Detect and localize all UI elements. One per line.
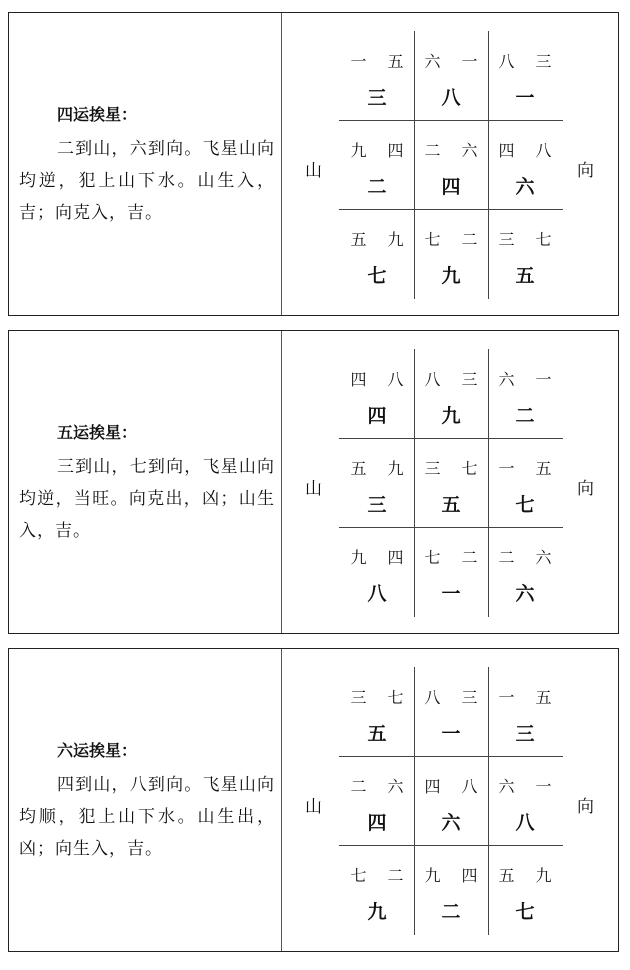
facing-star: 六 bbox=[461, 141, 478, 160]
mountain-star: 四 bbox=[424, 777, 441, 796]
facing-star: 七 bbox=[387, 688, 404, 707]
mountain-star: 二 bbox=[350, 777, 367, 796]
nine-palace-grid bbox=[339, 31, 563, 299]
cell-top-stars bbox=[488, 367, 562, 390]
mountain-star: 九 bbox=[350, 141, 367, 160]
cell-top-stars bbox=[488, 49, 562, 72]
facing-star: 七 bbox=[535, 230, 552, 249]
facing-star: 二 bbox=[461, 548, 478, 567]
cell-top-stars bbox=[488, 227, 562, 250]
period-star: 八 bbox=[515, 812, 535, 834]
palace-cell bbox=[488, 527, 562, 616]
panel-title: 六运挨星： bbox=[57, 741, 138, 760]
palace-cell bbox=[414, 527, 488, 616]
mountain-star: 六 bbox=[424, 52, 441, 71]
mountain-star: 八 bbox=[498, 52, 515, 71]
facing-star: 九 bbox=[387, 230, 404, 249]
facing-star: 二 bbox=[387, 866, 404, 885]
facing-star: 四 bbox=[387, 548, 404, 567]
period-star: 七 bbox=[367, 265, 387, 287]
facing-star: 四 bbox=[461, 866, 478, 885]
facing-star: 五 bbox=[535, 688, 552, 707]
mountain-star: 九 bbox=[424, 866, 441, 885]
palace-cell bbox=[414, 31, 488, 120]
facing-star: 八 bbox=[461, 777, 478, 796]
facing-star: 三 bbox=[535, 52, 552, 71]
palace-cell bbox=[340, 527, 414, 616]
facing-label: 向 bbox=[577, 797, 594, 817]
facing-star: 五 bbox=[387, 52, 404, 71]
facing-label: 向 bbox=[577, 479, 594, 499]
facing-star: 四 bbox=[387, 141, 404, 160]
palace-cell bbox=[340, 845, 414, 934]
star-chart-panel bbox=[8, 648, 619, 952]
cell-top-stars bbox=[340, 545, 414, 568]
mountain-star: 八 bbox=[424, 370, 441, 389]
palace-cell bbox=[488, 845, 562, 934]
palace-cell bbox=[414, 756, 488, 845]
mountain-star: 七 bbox=[424, 548, 441, 567]
period-star: 二 bbox=[441, 901, 461, 923]
mountain-star: 五 bbox=[350, 230, 367, 249]
cell-top-stars bbox=[488, 456, 562, 479]
panel-description: 二到山，六到向。飞星山向均逆，犯上山下水。山生入，吉；向克入，吉。 bbox=[19, 139, 275, 223]
panel-divider bbox=[281, 13, 282, 315]
mountain-star: 七 bbox=[424, 230, 441, 249]
cell-top-stars bbox=[414, 49, 488, 72]
mountain-star: 六 bbox=[498, 370, 515, 389]
period-star: 二 bbox=[515, 405, 535, 427]
period-star: 八 bbox=[367, 583, 387, 605]
period-star: 八 bbox=[441, 87, 461, 109]
facing-star: 六 bbox=[535, 548, 552, 567]
mountain-star: 一 bbox=[350, 52, 367, 71]
period-star: 四 bbox=[367, 405, 387, 427]
star-chart-panel bbox=[8, 330, 619, 634]
period-star: 五 bbox=[515, 265, 535, 287]
cell-top-stars bbox=[414, 685, 488, 708]
period-star: 九 bbox=[367, 901, 387, 923]
palace-cell bbox=[340, 120, 414, 209]
palace-cell bbox=[414, 667, 488, 756]
cell-top-stars bbox=[414, 367, 488, 390]
period-star: 二 bbox=[367, 176, 387, 198]
cell-top-stars bbox=[414, 227, 488, 250]
period-star: 一 bbox=[441, 723, 461, 745]
panel-description: 四到山，八到向。飞星山向均顺，犯上山下水。山生出，凶；向生入，吉。 bbox=[19, 775, 275, 859]
palace-cell bbox=[488, 31, 562, 120]
period-star: 三 bbox=[515, 723, 535, 745]
mountain-star: 三 bbox=[498, 230, 515, 249]
cell-top-stars bbox=[488, 545, 562, 568]
palace-cell bbox=[414, 845, 488, 934]
facing-star: 五 bbox=[535, 459, 552, 478]
facing-star: 六 bbox=[387, 777, 404, 796]
facing-star: 一 bbox=[461, 52, 478, 71]
cell-top-stars bbox=[488, 138, 562, 161]
mountain-star: 三 bbox=[350, 688, 367, 707]
palace-cell bbox=[488, 438, 562, 527]
period-star: 六 bbox=[441, 812, 461, 834]
cell-top-stars bbox=[414, 863, 488, 886]
cell-top-stars bbox=[414, 545, 488, 568]
mountain-star: 六 bbox=[498, 777, 515, 796]
mountain-star: 四 bbox=[350, 370, 367, 389]
palace-cell bbox=[340, 667, 414, 756]
mountain-star: 二 bbox=[498, 548, 515, 567]
panel-divider bbox=[281, 331, 282, 633]
cell-top-stars bbox=[340, 49, 414, 72]
period-star: 七 bbox=[515, 901, 535, 923]
facing-star: 七 bbox=[461, 459, 478, 478]
period-star: 一 bbox=[515, 87, 535, 109]
facing-star: 一 bbox=[535, 370, 552, 389]
cell-top-stars bbox=[414, 456, 488, 479]
period-star: 三 bbox=[367, 87, 387, 109]
palace-cell bbox=[414, 349, 488, 438]
palace-cell bbox=[414, 209, 488, 298]
facing-star: 三 bbox=[461, 688, 478, 707]
mountain-star: 八 bbox=[424, 688, 441, 707]
nine-palace-grid bbox=[339, 667, 563, 935]
period-star: 三 bbox=[367, 494, 387, 516]
nine-palace-grid bbox=[339, 349, 563, 617]
mountain-star: 五 bbox=[498, 866, 515, 885]
mountain-star: 一 bbox=[498, 459, 515, 478]
panel-divider bbox=[281, 649, 282, 951]
mountain-star: 三 bbox=[424, 459, 441, 478]
period-star: 六 bbox=[515, 583, 535, 605]
star-chart-panel bbox=[8, 12, 619, 316]
period-star: 五 bbox=[441, 494, 461, 516]
cell-top-stars bbox=[340, 456, 414, 479]
cell-top-stars bbox=[488, 774, 562, 797]
period-star: 九 bbox=[441, 405, 461, 427]
panel-title: 五运挨星： bbox=[57, 423, 138, 442]
description-block bbox=[19, 739, 275, 865]
mountain-star: 七 bbox=[350, 866, 367, 885]
facing-star: 三 bbox=[461, 370, 478, 389]
facing-star: 一 bbox=[535, 777, 552, 796]
palace-cell bbox=[488, 667, 562, 756]
cell-top-stars bbox=[340, 863, 414, 886]
cell-top-stars bbox=[340, 227, 414, 250]
palace-cell bbox=[340, 756, 414, 845]
palace-cell bbox=[488, 756, 562, 845]
cell-top-stars bbox=[340, 685, 414, 708]
palace-cell bbox=[340, 31, 414, 120]
facing-star: 九 bbox=[535, 866, 552, 885]
cell-top-stars bbox=[414, 774, 488, 797]
cell-top-stars bbox=[340, 774, 414, 797]
description-block bbox=[19, 421, 275, 547]
mountain-label: 山 bbox=[305, 161, 322, 181]
palace-cell bbox=[488, 209, 562, 298]
panel-title: 四运挨星： bbox=[57, 105, 138, 124]
mountain-label: 山 bbox=[305, 479, 322, 499]
facing-star: 九 bbox=[387, 459, 404, 478]
palace-cell bbox=[340, 349, 414, 438]
cell-top-stars bbox=[488, 685, 562, 708]
mountain-star: 四 bbox=[498, 141, 515, 160]
period-star: 一 bbox=[441, 583, 461, 605]
facing-star: 二 bbox=[461, 230, 478, 249]
period-star: 五 bbox=[367, 723, 387, 745]
cell-top-stars bbox=[488, 863, 562, 886]
facing-star: 八 bbox=[535, 141, 552, 160]
palace-cell bbox=[340, 438, 414, 527]
cell-top-stars bbox=[340, 367, 414, 390]
description-block bbox=[19, 103, 275, 229]
facing-label: 向 bbox=[577, 161, 594, 181]
mountain-star: 九 bbox=[350, 548, 367, 567]
period-star: 九 bbox=[441, 265, 461, 287]
period-star: 四 bbox=[367, 812, 387, 834]
mountain-star: 一 bbox=[498, 688, 515, 707]
panel-description: 三到山，七到向，飞星山向均逆，当旺。向克出，凶；山生入，吉。 bbox=[19, 457, 275, 541]
palace-cell bbox=[488, 349, 562, 438]
palace-cell bbox=[340, 209, 414, 298]
cell-top-stars bbox=[340, 138, 414, 161]
mountain-star: 二 bbox=[424, 141, 441, 160]
cell-top-stars bbox=[414, 138, 488, 161]
period-star: 四 bbox=[441, 176, 461, 198]
mountain-star: 五 bbox=[350, 459, 367, 478]
period-star: 七 bbox=[515, 494, 535, 516]
palace-cell bbox=[414, 438, 488, 527]
period-star: 六 bbox=[515, 176, 535, 198]
mountain-label: 山 bbox=[305, 797, 322, 817]
palace-cell bbox=[414, 120, 488, 209]
facing-star: 八 bbox=[387, 370, 404, 389]
palace-cell bbox=[488, 120, 562, 209]
